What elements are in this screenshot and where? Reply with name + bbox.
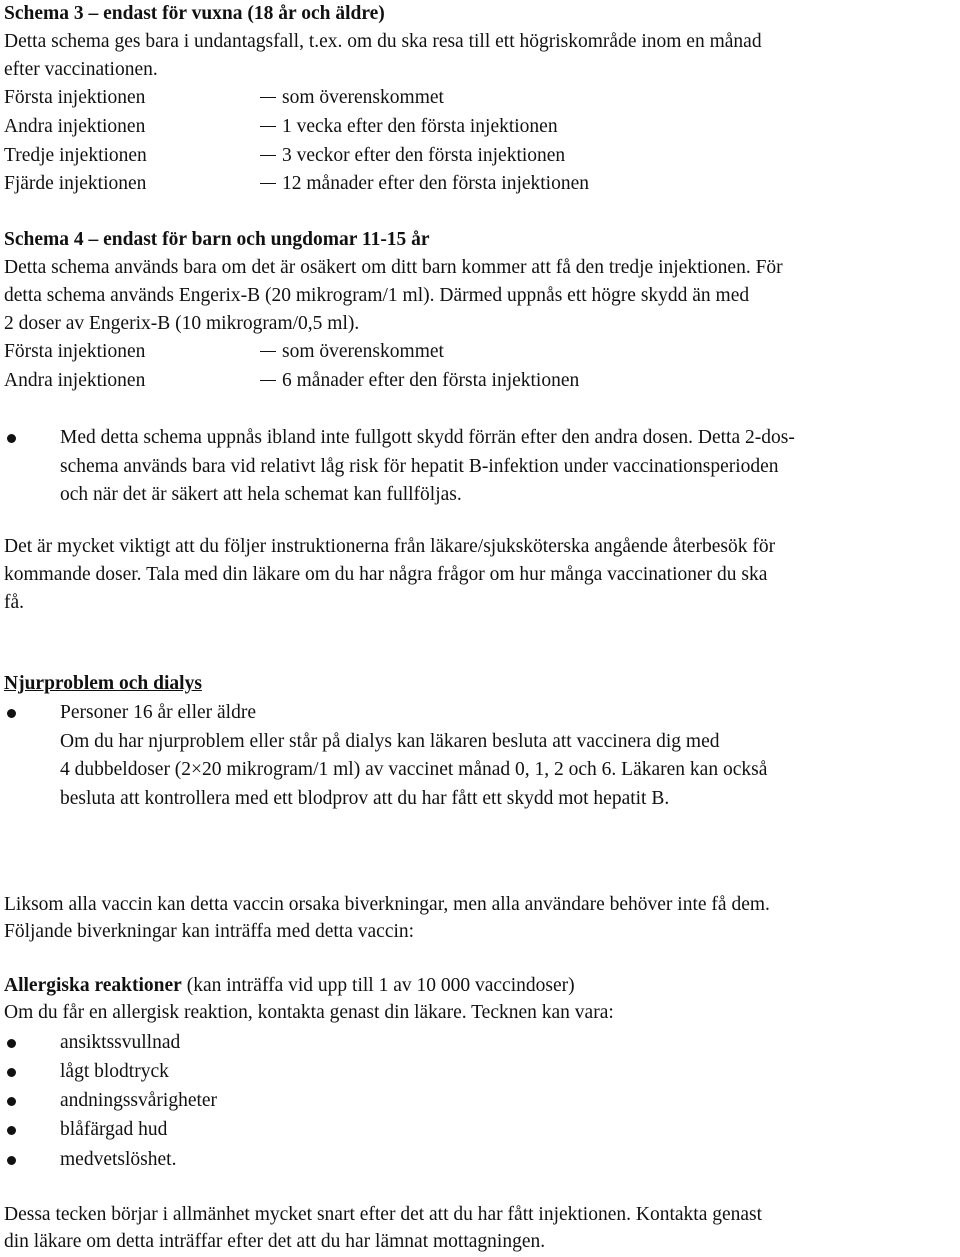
allergic-outro-line1: Dessa tecken börjar i allmänhet mycket snart efter det att du har fått injektionen. Kontakta genast <box>4 1204 763 1225</box>
allergic-sign-text: ansiktssvullnad <box>60 1032 181 1053</box>
dash-icon <box>260 155 276 156</box>
dash-icon <box>260 380 276 381</box>
injection-timing: som överenskommet <box>260 338 444 367</box>
bullet-icon <box>4 1146 60 1175</box>
injection-label: Andra injektionen <box>4 370 146 391</box>
kidney-line: Personer 16 år eller äldre <box>60 702 256 723</box>
allergic-sign-item <box>4 1146 950 1175</box>
schema3-row <box>4 142 565 171</box>
injection-label: Fjärde injektionen <box>4 173 147 194</box>
schema3-row <box>4 84 444 113</box>
side-effects-line1: Liksom alla vaccin kan detta vaccin orsaka biverkningar, men alla användare behöver inte få dem. <box>4 894 770 915</box>
schema4-text-line1: Detta schema används bara om det är osäkert om ditt barn kommer att få den tredje injektionen. För <box>4 257 783 278</box>
bullet-icon <box>4 699 60 813</box>
injection-timing: som överenskommet <box>260 84 444 113</box>
dash-icon <box>260 97 276 98</box>
schema3-row <box>4 170 589 199</box>
allergic-intro: Om du får en allergisk reaktion, kontakta genast din läkare. Tecknen kan vara: <box>4 1002 614 1023</box>
injection-timing: 12 månader efter den första injektionen <box>260 170 589 199</box>
schema3-intro-line1: Detta schema ges bara i undantagsfall, t.ex. om du ska resa till ett högriskområde inom en månad <box>4 31 762 52</box>
important-line1: Det är mycket viktigt att du följer instruktionerna från läkare/sjuksköterska angående återbesök för <box>4 536 776 557</box>
dash-icon <box>260 351 276 352</box>
schema3-row <box>4 113 558 142</box>
important-line2: kommande doser. Tala med din läkare om du har några frågor om hur många vaccinationer du ska <box>4 564 768 585</box>
kidney-heading: Njurproblem och dialys <box>4 673 202 694</box>
allergic-heading <box>4 972 575 1001</box>
schema4-text-line2: detta schema används Engerix-B (20 mikrogram/1 ml). Därmed uppnås ett högre skydd än med <box>4 285 750 306</box>
bullet-icon <box>4 424 60 510</box>
allergic-sign-text: andningssvårigheter <box>60 1090 218 1111</box>
injection-label: Första injektionen <box>4 341 146 362</box>
note-line: och när det är säkert att hela schemat kan fullföljas. <box>60 484 462 505</box>
kidney-line: Om du har njurproblem eller står på dialys kan läkaren besluta att vaccinera dig med <box>60 730 720 752</box>
allergic-sign-text: blåfärgad hud <box>60 1119 168 1140</box>
allergic-heading-bold: Allergiska reaktioner <box>4 975 182 996</box>
note-line: Med detta schema uppnås ibland inte fullgott skydd förrän efter den andra dosen. Detta 2-dos- <box>60 427 795 448</box>
dash-icon <box>260 183 276 184</box>
schema4-note-bullet <box>4 424 950 510</box>
important-line3: få. <box>4 592 25 613</box>
schema4-heading: Schema 4 – endast för barn och ungdomar 11-15 år <box>4 229 430 250</box>
schema3-heading: Schema 3 – endast för vuxna (18 år och äldre) <box>4 3 385 24</box>
allergic-heading-note: (kan inträffa vid upp till 1 av 10 000 vaccindoser) <box>181 975 575 996</box>
note-line: schema används bara vid relativt låg risk för hepatit B-infektion under vaccinationsperioden <box>60 455 779 477</box>
allergic-sign-item <box>4 1116 950 1145</box>
allergic-outro-line2: din läkare om detta inträffar efter det att du har lämnat mottagningen. <box>4 1231 546 1252</box>
injection-label: Första injektionen <box>4 87 146 108</box>
injection-timing: 3 veckor efter den första injektionen <box>260 142 565 171</box>
allergic-sign-item <box>4 1087 950 1116</box>
injection-timing: 1 vecka efter den första injektionen <box>260 113 558 142</box>
kidney-line: 4 dubbeldoser (2×20 mikrogram/1 ml) av vaccinet månad 0, 1, 2 och 6. Läkaren kan också <box>60 759 768 780</box>
injection-timing: 6 månader efter den första injektionen <box>260 367 579 396</box>
bullet-icon <box>4 1087 60 1116</box>
allergic-sign-item <box>4 1058 950 1087</box>
bullet-icon <box>4 1058 60 1087</box>
kidney-line: besluta att kontrollera med ett blodprov att du har fått ett skydd mot hepatit B. <box>60 787 670 809</box>
injection-label: Andra injektionen <box>4 116 146 137</box>
bullet-icon <box>4 1029 60 1058</box>
bullet-icon <box>4 1116 60 1145</box>
schema4-text-line3: 2 doser av Engerix-B (10 mikrogram/0,5 ml). <box>4 313 360 334</box>
schema4-row <box>4 367 579 396</box>
kidney-bullet <box>4 699 950 813</box>
schema4-row <box>4 338 444 367</box>
allergic-sign-text: lågt blodtryck <box>60 1061 169 1082</box>
allergic-sign-text: medvetslöshet. <box>60 1149 177 1170</box>
allergic-sign-item <box>4 1029 950 1058</box>
schema3-intro-line2: efter vaccinationen. <box>4 59 158 80</box>
injection-label: Tredje injektionen <box>4 145 147 166</box>
dash-icon <box>260 126 276 127</box>
side-effects-line2: Följande biverkningar kan inträffa med detta vaccin: <box>4 921 415 942</box>
